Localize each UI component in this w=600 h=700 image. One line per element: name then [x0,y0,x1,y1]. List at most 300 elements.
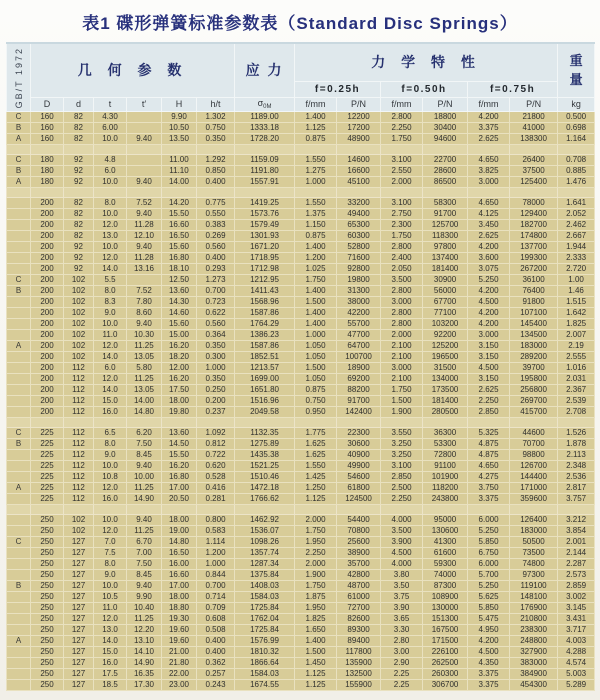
data-cell: 182700 [510,219,558,230]
data-cell: 64700 [337,340,381,351]
data-cell: 21.80 [162,657,197,668]
data-cell: 14.90 [127,657,162,668]
data-cell: 2.100 [381,373,423,384]
data-cell: 10.0 [94,318,127,329]
series-letter-cell [7,318,31,329]
data-cell: 19.00 [162,525,197,536]
data-cell: 1568.96 [235,296,295,307]
data-cell: 35700 [337,558,381,569]
series-letter-cell: B [7,285,31,296]
data-cell: 1.550 [295,197,337,208]
data-cell: 16.00 [162,558,197,569]
data-cell: 2.113 [558,449,595,460]
data-cell: 383000 [510,657,558,668]
data-cell: 3.75 [381,591,423,602]
data-cell: 0.243 [197,679,235,690]
data-cell: 3.000 [468,329,510,340]
col-p-050: P/N [423,97,468,111]
data-cell: 127 [64,591,94,602]
data-cell: 70800 [337,525,381,536]
data-cell: 0.620 [197,460,235,471]
data-cell: 238300 [510,624,558,635]
data-cell: 118300 [423,230,468,241]
data-cell: 3.250 [381,438,423,449]
data-cell: 102 [64,329,94,340]
data-cell: 54400 [337,514,381,525]
data-cell: 0.583 [197,525,235,536]
data-cell: 183000 [510,340,558,351]
data-cell: 0.400 [197,176,235,187]
data-cell: 9.40 [127,241,162,252]
data-cell: 2.100 [381,351,423,362]
data-cell: 92 [64,252,94,263]
data-cell: 1.950 [295,536,337,547]
data-cell: 70700 [510,438,558,449]
data-cell: 2.539 [558,395,595,406]
data-cell: 18.5 [94,679,127,690]
data-cell: 4.000 [381,514,423,525]
data-cell: 0.400 [197,646,235,657]
data-cell: 26400 [510,154,558,165]
data-cell: 200 [31,263,64,274]
data-cell: 1.515 [558,296,595,307]
data-cell: 11.25 [127,482,162,493]
data-cell: 95000 [423,514,468,525]
data-cell: 0.885 [558,165,595,176]
data-cell: 5.850 [468,602,510,613]
data-cell: 0.850 [197,165,235,176]
data-cell: 14.50 [162,438,197,449]
data-cell: 1.375 [295,208,337,219]
data-cell: 1411.43 [235,285,295,296]
series-letter-cell: A [7,635,31,646]
data-cell: 127 [64,668,94,679]
data-cell: 107100 [510,307,558,318]
col-f-050: f/mm [381,97,423,111]
data-cell: 18900 [337,362,381,373]
data-cell: 21800 [510,111,558,122]
data-cell: 5.475 [468,613,510,624]
data-cell: 151300 [423,613,468,624]
data-cell: 2.348 [558,460,595,471]
data-cell: 17.30 [127,679,162,690]
data-cell: 88200 [337,384,381,395]
data-cell: 39700 [510,362,558,373]
data-cell: 1357.74 [235,547,295,558]
series-letter-cell: A [7,176,31,187]
data-cell: 18.80 [162,602,197,613]
table-row [7,460,595,471]
data-cell: 176900 [510,602,558,613]
series-letter-cell [7,362,31,373]
data-cell: 0.698 [558,122,595,133]
data-cell: 3.500 [381,525,423,536]
data-cell: 8.0 [94,558,127,569]
data-cell: 0.608 [197,613,235,624]
data-cell: 72700 [337,602,381,613]
data-cell: 1.750 [295,274,337,285]
data-cell: 6.000 [468,558,510,569]
data-cell: 102 [64,318,94,329]
data-cell: 22700 [423,154,468,165]
data-cell: 58300 [423,197,468,208]
data-cell: 86500 [423,176,468,187]
data-cell: 1866.64 [235,657,295,668]
data-cell: 8.45 [127,449,162,460]
data-cell: 12.10 [127,230,162,241]
data-cell: 15.60 [162,241,197,252]
data-cell: 91800 [510,296,558,307]
data-cell: 2.031 [558,373,595,384]
data-cell: 0.750 [295,395,337,406]
separator-row [7,144,595,154]
data-cell: 1712.98 [235,263,295,274]
series-letter-cell [7,624,31,635]
data-cell: 0.875 [295,230,337,241]
data-cell: 73500 [510,547,558,558]
data-cell: 30400 [423,122,468,133]
col-D: D [31,97,64,111]
data-cell: 108900 [423,591,468,602]
data-cell: 1573.76 [235,208,295,219]
data-cell: 6.70 [127,536,162,547]
data-cell: 2.000 [295,558,337,569]
table-row [7,602,595,613]
data-cell: 6.750 [468,547,510,558]
data-cell: 1.125 [295,493,337,504]
data-cell: 16600 [337,165,381,176]
separator-row [7,504,595,514]
data-cell: 155900 [337,679,381,690]
data-cell: 327900 [510,646,558,657]
data-cell: 1.500 [381,395,423,406]
data-cell: 25600 [337,536,381,547]
data-cell: 5.250 [468,525,510,536]
data-cell: 250 [31,657,64,668]
data-cell: 4.500 [468,646,510,657]
data-cell: 0.775 [197,197,235,208]
data-cell: 4.288 [558,646,595,657]
data-cell: 171500 [423,635,468,646]
data-cell: 92 [64,176,94,187]
data-cell: 102 [64,351,94,362]
table-row [7,263,595,274]
data-cell: 2.667 [558,230,595,241]
data-cell: 10.5 [94,591,127,602]
data-cell: 1810.32 [235,646,295,657]
data-cell: 3.825 [468,165,510,176]
col-sigma: $\sigma_{0M}$ [235,97,295,111]
data-cell: 14.00 [127,395,162,406]
data-cell: 1.625 [295,449,337,460]
data-cell: 10.0 [94,208,127,219]
data-cell: 91700 [337,395,381,406]
data-cell: 103200 [423,318,468,329]
data-cell: 1.400 [295,111,337,122]
data-cell: 0.812 [197,438,235,449]
data-cell: 454300 [510,679,558,690]
data-cell: 3.50 [381,580,423,591]
data-cell: 10.0 [94,133,127,144]
data-cell: 8.3 [94,296,127,307]
data-cell: 4.650 [468,197,510,208]
data-cell: 1.302 [197,111,235,122]
data-cell: 1674.55 [235,679,295,690]
data-cell: 10.50 [162,122,197,133]
series-letter-cell [7,602,31,613]
data-cell: 2.800 [381,307,423,318]
data-cell: 102 [64,525,94,536]
data-cell: 3.600 [468,252,510,263]
data-cell: 1.500 [295,646,337,657]
data-cell: 1.016 [558,362,595,373]
data-cell: 65300 [337,219,381,230]
data-cell: 1584.03 [235,591,295,602]
table-row [7,471,595,482]
data-cell: 0.500 [558,111,595,122]
data-cell: 1587.86 [235,307,295,318]
data-cell: 9.40 [127,460,162,471]
data-cell: 1.400 [295,285,337,296]
data-cell: 1521.25 [235,460,295,471]
data-cell: 61600 [423,547,468,558]
data-cell: 200 [31,362,64,373]
data-cell: 7.50 [127,438,162,449]
data-cell: 250 [31,558,64,569]
data-cell: 4.275 [468,471,510,482]
data-cell: 54600 [337,471,381,482]
data-cell: 117800 [337,646,381,657]
series-letter-cell [7,449,31,460]
data-cell: 2.536 [558,471,595,482]
data-cell: 4.200 [468,111,510,122]
data-cell: 1.950 [295,602,337,613]
data-cell: 195800 [510,373,558,384]
table-row [7,241,595,252]
data-cell: 8.0 [94,197,127,208]
data-cell: 5.700 [468,569,510,580]
data-cell: 200 [31,197,64,208]
data-cell: 1.050 [295,373,337,384]
data-cell: 1516.96 [235,395,295,406]
data-cell: 82 [64,219,94,230]
data-cell: 112 [64,482,94,493]
data-cell: 102 [64,285,94,296]
data-cell: 2.90 [381,657,423,668]
data-cell: 97300 [510,569,558,580]
col-f-075: f/mm [468,97,510,111]
data-cell: 2.720 [558,263,595,274]
data-cell: 61800 [337,482,381,493]
data-cell: 0.528 [197,471,235,482]
series-letter-cell [7,493,31,504]
data-cell: 2.850 [381,471,423,482]
data-cell: 262500 [423,657,468,668]
data-cell: 0.550 [197,208,235,219]
data-cell: 3.854 [558,525,595,536]
data-cell: 4.350 [468,657,510,668]
data-cell: 1576.99 [235,635,295,646]
data-cell: 1212.95 [235,274,295,285]
data-cell: 3.000 [381,362,423,373]
data-cell: 1.900 [381,406,423,417]
data-cell: 4.000 [381,558,423,569]
data-cell: 1.273 [197,274,235,285]
data-cell: 112 [64,362,94,373]
data-cell: 1584.03 [235,668,295,679]
table-row [7,274,595,285]
data-cell: 2.555 [558,351,595,362]
data-cell: 13.10 [127,635,162,646]
data-cell: 72800 [423,449,468,460]
data-cell: 0.400 [197,635,235,646]
data-cell: 20.50 [162,493,197,504]
data-cell: 5.5 [94,274,127,285]
data-cell: 1.750 [295,580,337,591]
data-cell: 61000 [337,591,381,602]
data-cell: 16.20 [162,340,197,351]
data-cell: 250 [31,679,64,690]
data-cell: 5.250 [468,580,510,591]
data-cell: 0.257 [197,668,235,679]
data-cell: 1419.25 [235,197,295,208]
series-letter-cell [7,569,31,580]
data-cell: 28600 [423,165,468,176]
data-cell: 200 [31,241,64,252]
data-cell: 60300 [337,230,381,241]
data-cell: 14.80 [162,536,197,547]
data-cell: 0.416 [197,482,235,493]
data-cell: 1189.00 [235,111,295,122]
data-cell: 14.0 [94,384,127,395]
series-letter-cell [7,329,31,340]
data-cell: 0.750 [197,122,235,133]
data-cell: 1.200 [295,252,337,263]
data-cell: 7.52 [127,285,162,296]
data-cell: 200 [31,307,64,318]
data-cell: 52800 [337,241,381,252]
data-cell: 127 [64,580,94,591]
data-cell: 19.60 [162,624,197,635]
data-cell: 134000 [423,373,468,384]
data-cell: 199300 [510,252,558,263]
data-cell: 144400 [510,471,558,482]
data-cell: 14.60 [162,307,197,318]
data-cell: 5.80 [127,362,162,373]
data-cell: 14.10 [127,646,162,657]
data-cell: 142400 [337,406,381,417]
series-letter-cell [7,252,31,263]
data-cell: 69200 [337,373,381,384]
data-cell: 1.825 [558,318,595,329]
data-cell: 82 [64,111,94,122]
data-cell: 200 [31,318,64,329]
data-cell: 4.200 [468,635,510,646]
data-cell: 5.625 [468,591,510,602]
data-cell: 4.30 [94,111,127,122]
data-cell: 2.80 [381,635,423,646]
data-cell: 2.000 [381,176,423,187]
data-cell: 1.025 [295,263,337,274]
data-cell: 3.150 [468,351,510,362]
data-cell: 14.30 [162,296,197,307]
data-cell: 11.28 [127,252,162,263]
series-letter-cell [7,460,31,471]
data-cell: 7.50 [127,558,162,569]
data-cell: 359600 [510,493,558,504]
col-H: H [162,97,197,111]
data-cell: 1132.35 [235,427,295,438]
data-cell: 40900 [337,449,381,460]
data-cell: 1.275 [295,165,337,176]
data-cell: 4.200 [468,318,510,329]
data-cell: 31500 [423,362,468,373]
data-cell: 243800 [423,493,468,504]
data-cell: 16.60 [162,569,197,580]
data-cell: 0.714 [197,591,235,602]
data-cell: 1.164 [558,133,595,144]
data-cell: 19.80 [162,406,197,417]
data-cell: 2.500 [381,482,423,493]
col-kg: kg [558,97,595,111]
data-cell: 3.431 [558,613,595,624]
data-cell: 91100 [423,460,468,471]
data-cell: 55700 [337,318,381,329]
deflection-025h: f=0.25h [295,81,381,97]
data-cell: 1766.62 [235,493,295,504]
data-cell: 1.000 [197,558,235,569]
table-row [7,525,595,536]
data-cell: 160 [31,122,64,133]
data-cell: 0.383 [197,219,235,230]
data-cell: 59300 [423,558,468,569]
data-cell: 1.750 [381,230,423,241]
data-cell: 118200 [423,482,468,493]
data-cell: 4.500 [381,547,423,558]
data-cell: 8.0 [94,285,127,296]
data-cell: 306700 [423,679,468,690]
data-cell: 11.25 [127,340,162,351]
series-letter-cell: C [7,111,31,122]
separator-row [7,417,595,427]
data-cell: 92 [64,165,94,176]
data-cell: 16.20 [162,373,197,384]
data-cell: 13.05 [127,351,162,362]
data-cell: 200 [31,340,64,351]
data-cell: 38900 [337,547,381,558]
data-cell: 127 [64,657,94,668]
data-cell: 127 [64,635,94,646]
data-cell: 0.723 [197,296,235,307]
data-cell: 4.200 [468,241,510,252]
data-cell: 14.00 [162,176,197,187]
series-letter-cell [7,219,31,230]
table-row [7,384,595,395]
data-cell: 225 [31,482,64,493]
table-row [7,197,595,208]
data-cell: 14600 [337,154,381,165]
series-letter-cell [7,525,31,536]
data-cell: 126700 [510,460,558,471]
data-cell: 3.212 [558,514,595,525]
data-cell: 1.641 [558,197,595,208]
data-cell: 174800 [510,230,558,241]
data-cell: 9.40 [127,176,162,187]
data-cell: 11.25 [127,613,162,624]
data-cell: 15.60 [162,318,197,329]
data-cell: 92800 [337,263,381,274]
data-cell: 248800 [510,635,558,646]
